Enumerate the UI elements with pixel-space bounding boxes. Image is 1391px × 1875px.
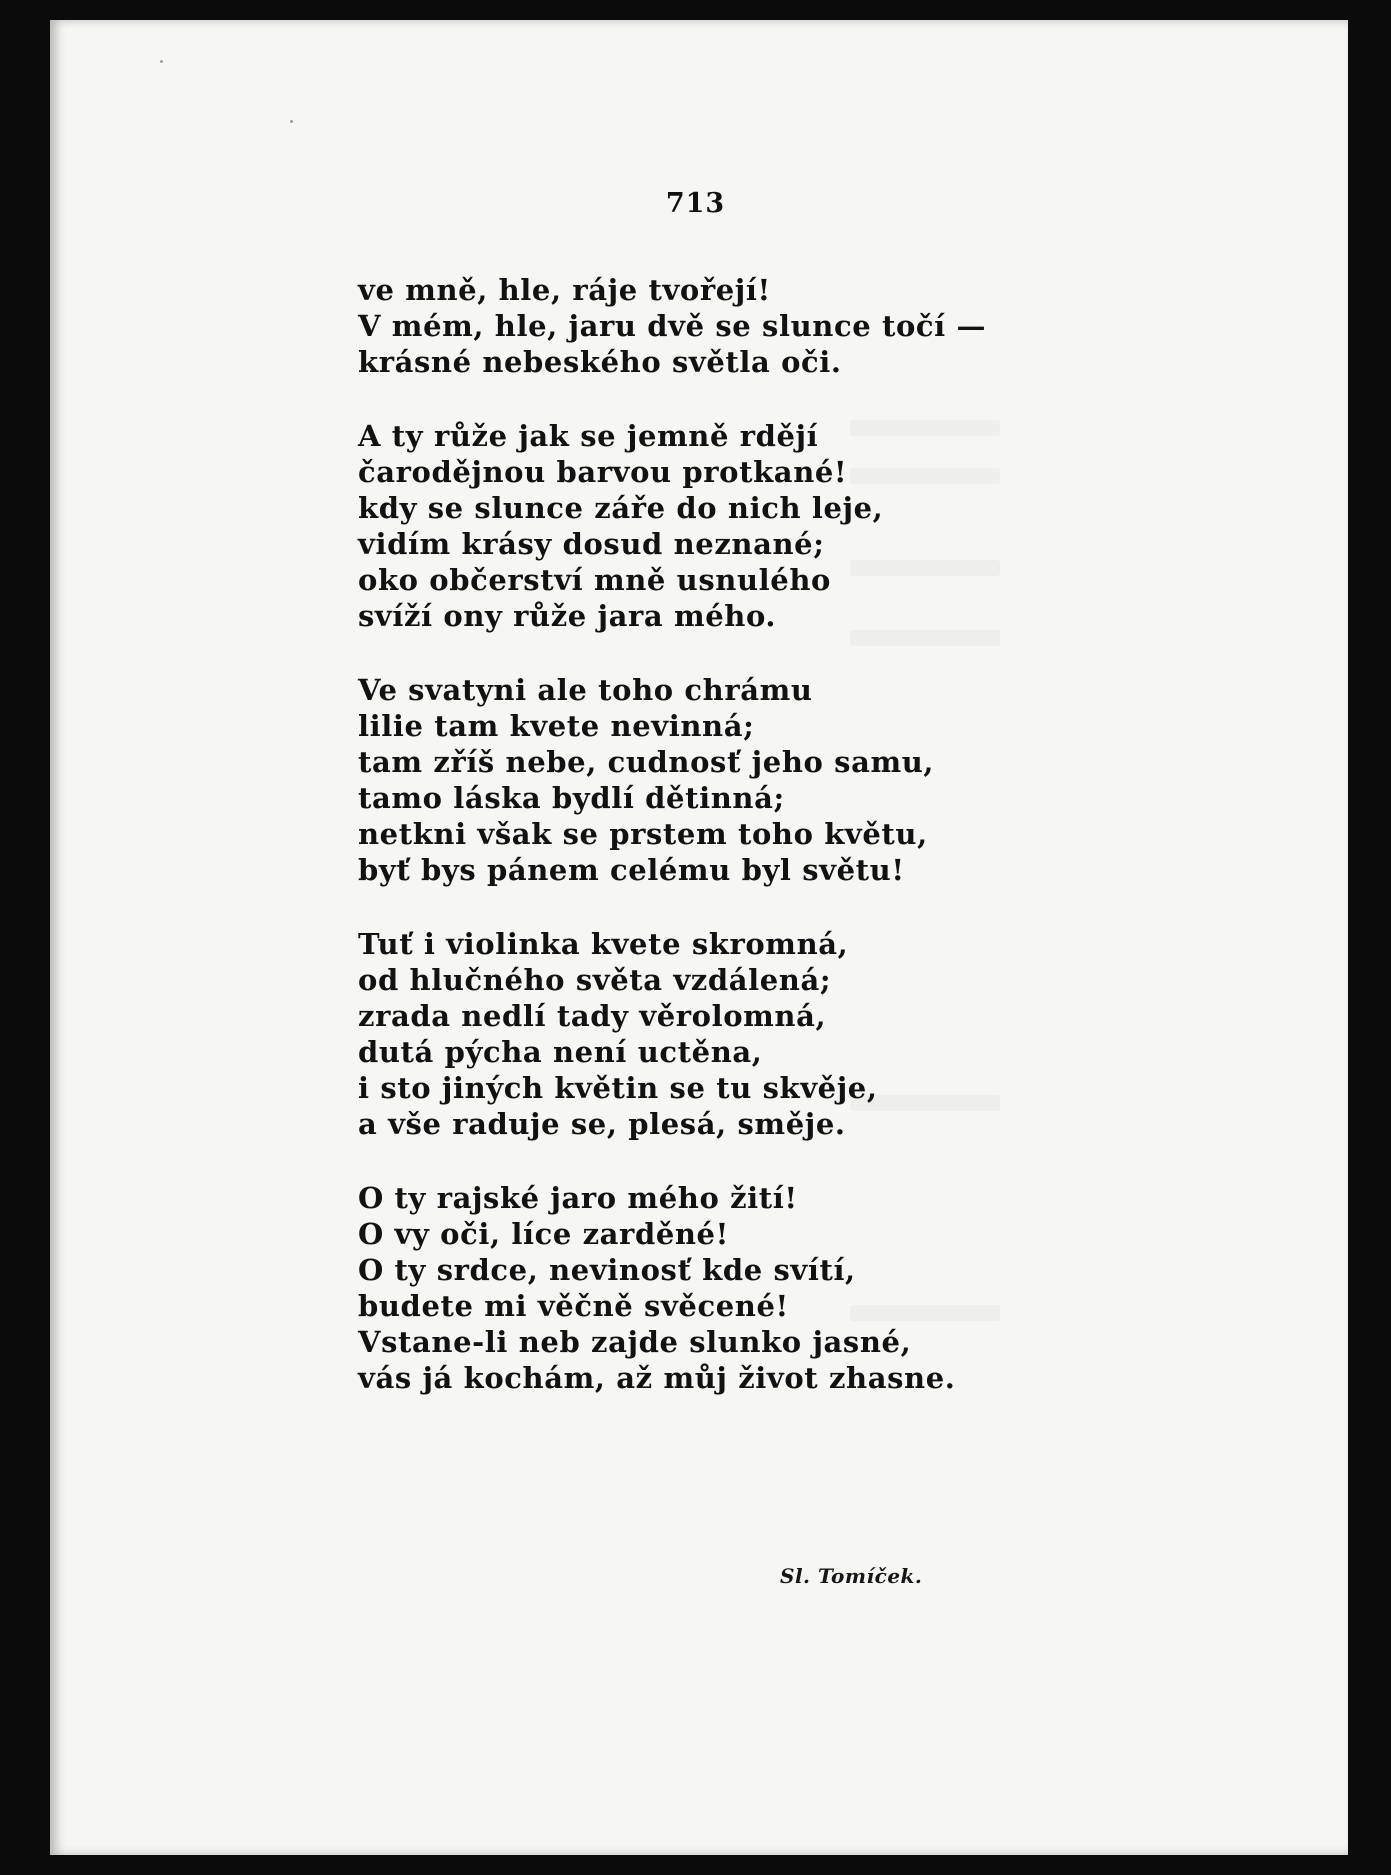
poem-line: ve mně, hle, ráje tvořejí! bbox=[358, 273, 771, 307]
poem-line: A ty růže jak se jemně rdějí bbox=[358, 419, 819, 453]
stanza-4 bbox=[358, 926, 986, 1142]
page-number: 713 bbox=[665, 188, 726, 219]
poem-line: tamo láska bydlí dětinná; bbox=[358, 781, 785, 815]
poem-line: od hlučného světa vzdálená; bbox=[358, 963, 832, 997]
author-signature: Sl. Tomíček. bbox=[780, 1564, 923, 1588]
page-edge-right bbox=[1348, 0, 1391, 1875]
book-spine-shadow bbox=[0, 0, 50, 1875]
poem-line: vidím krásy dosud neznané; bbox=[358, 527, 825, 561]
poem-line: vás já kochám, až můj život zhasne. bbox=[358, 1361, 956, 1395]
poem-line: svíží ony růže jara mého. bbox=[358, 599, 777, 633]
poem-line: čarodějnou barvou protkané! bbox=[358, 455, 848, 489]
poem-line: i sto jiných květin se tu skvěje, bbox=[358, 1071, 878, 1105]
poem-line: a vše raduje se, plesá, směje. bbox=[358, 1107, 846, 1141]
poem-line: netkni však se prstem toho květu, bbox=[358, 817, 928, 851]
poem-body bbox=[358, 272, 986, 1396]
poem-line: byť bys pánem celému byl světu! bbox=[358, 853, 905, 887]
poem-line: O ty srdce, nevinosť kde svítí, bbox=[358, 1253, 856, 1287]
poem-line: V mém, hle, jaru dvě se slunce točí — bbox=[358, 309, 987, 343]
stanza-2 bbox=[358, 418, 986, 634]
poem-line: Ve svatyni ale toho chrámu bbox=[358, 673, 813, 707]
poem-line: budete mi věčně svěcené! bbox=[358, 1289, 789, 1323]
poem-line: krásné nebeského světla oči. bbox=[358, 345, 842, 379]
poem-line: O ty rajské jaro mého žití! bbox=[358, 1181, 798, 1215]
stanza-1 bbox=[358, 272, 986, 380]
poem-line: tam zříš nebe, cudnosť jeho samu, bbox=[358, 745, 935, 779]
paper-speck bbox=[290, 120, 293, 123]
poem-line: O vy oči, líce zarděné! bbox=[358, 1217, 729, 1251]
poem-line: Vstane-li neb zajde slunko jasné, bbox=[358, 1325, 912, 1359]
poem-line: Tuť i violinka kvete skromná, bbox=[358, 927, 849, 961]
poem-line: dutá pýcha není uctěna, bbox=[358, 1035, 763, 1069]
poem-line: oko občerství mně usnulého bbox=[358, 563, 831, 597]
stanza-5 bbox=[358, 1180, 986, 1396]
poem-line: zrada nedlí tady věrolomná, bbox=[358, 999, 827, 1033]
stanza-3 bbox=[358, 672, 986, 888]
poem-line: kdy se slunce záře do nich leje, bbox=[358, 491, 884, 525]
poem-line: lilie tam kvete nevinná; bbox=[358, 709, 755, 743]
paper-speck bbox=[160, 60, 163, 63]
